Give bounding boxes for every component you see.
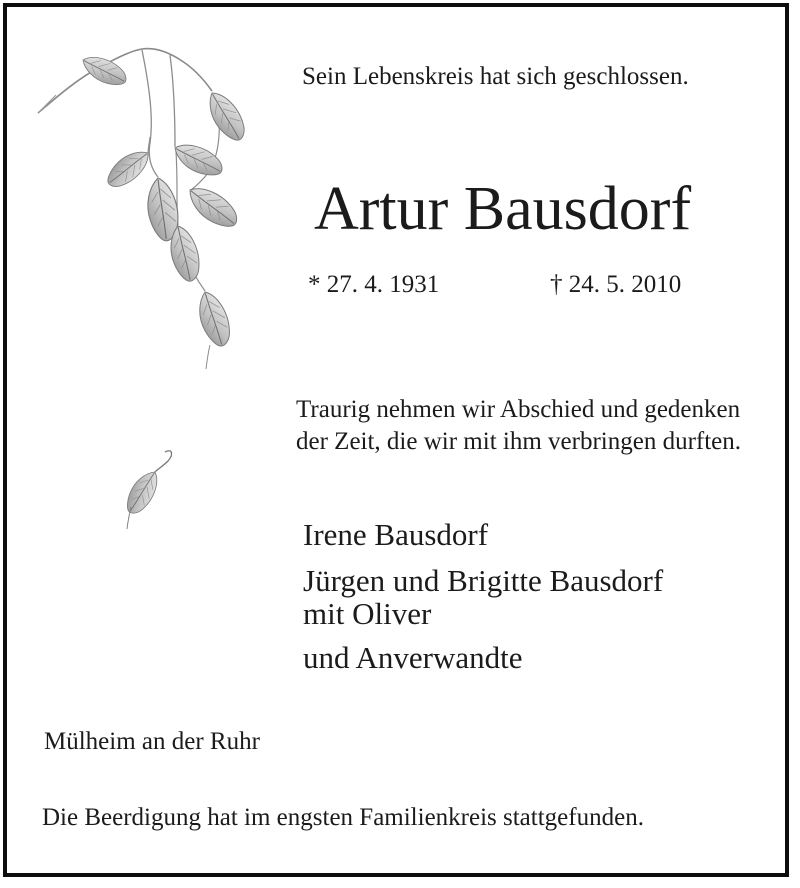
birth-date: * 27. 4. 1931 xyxy=(308,271,440,298)
mourner-line: mit Oliver xyxy=(303,596,432,631)
epitaph-text: Sein Lebenskreis hat sich geschlossen. xyxy=(302,63,689,90)
city-text: Mülheim an der Ruhr xyxy=(44,728,260,755)
tribute-text: Traurig nehmen wir Abschied und gedenken der Zeit, die wir mit ihm verbringen durften. xyxy=(296,396,742,455)
funeral-note-text: Die Beerdigung hat im engsten Familienkreis stattgefunden. xyxy=(42,804,644,831)
mourner-irene-bausdorf: Irene Bausdorf xyxy=(303,517,489,552)
mourner-line: Jürgen und Brigitte Bausdorf xyxy=(303,563,664,598)
leafy-branch-illustration xyxy=(30,25,265,380)
mourner-juergen-brigitte-bausdorf xyxy=(303,564,663,630)
single-leaf-illustration xyxy=(110,440,195,540)
deceased-name: Artur Bausdorf xyxy=(314,175,692,243)
death-date: † 24. 5. 2010 xyxy=(550,271,682,298)
mourner-anverwandte: und Anverwandte xyxy=(303,640,523,675)
